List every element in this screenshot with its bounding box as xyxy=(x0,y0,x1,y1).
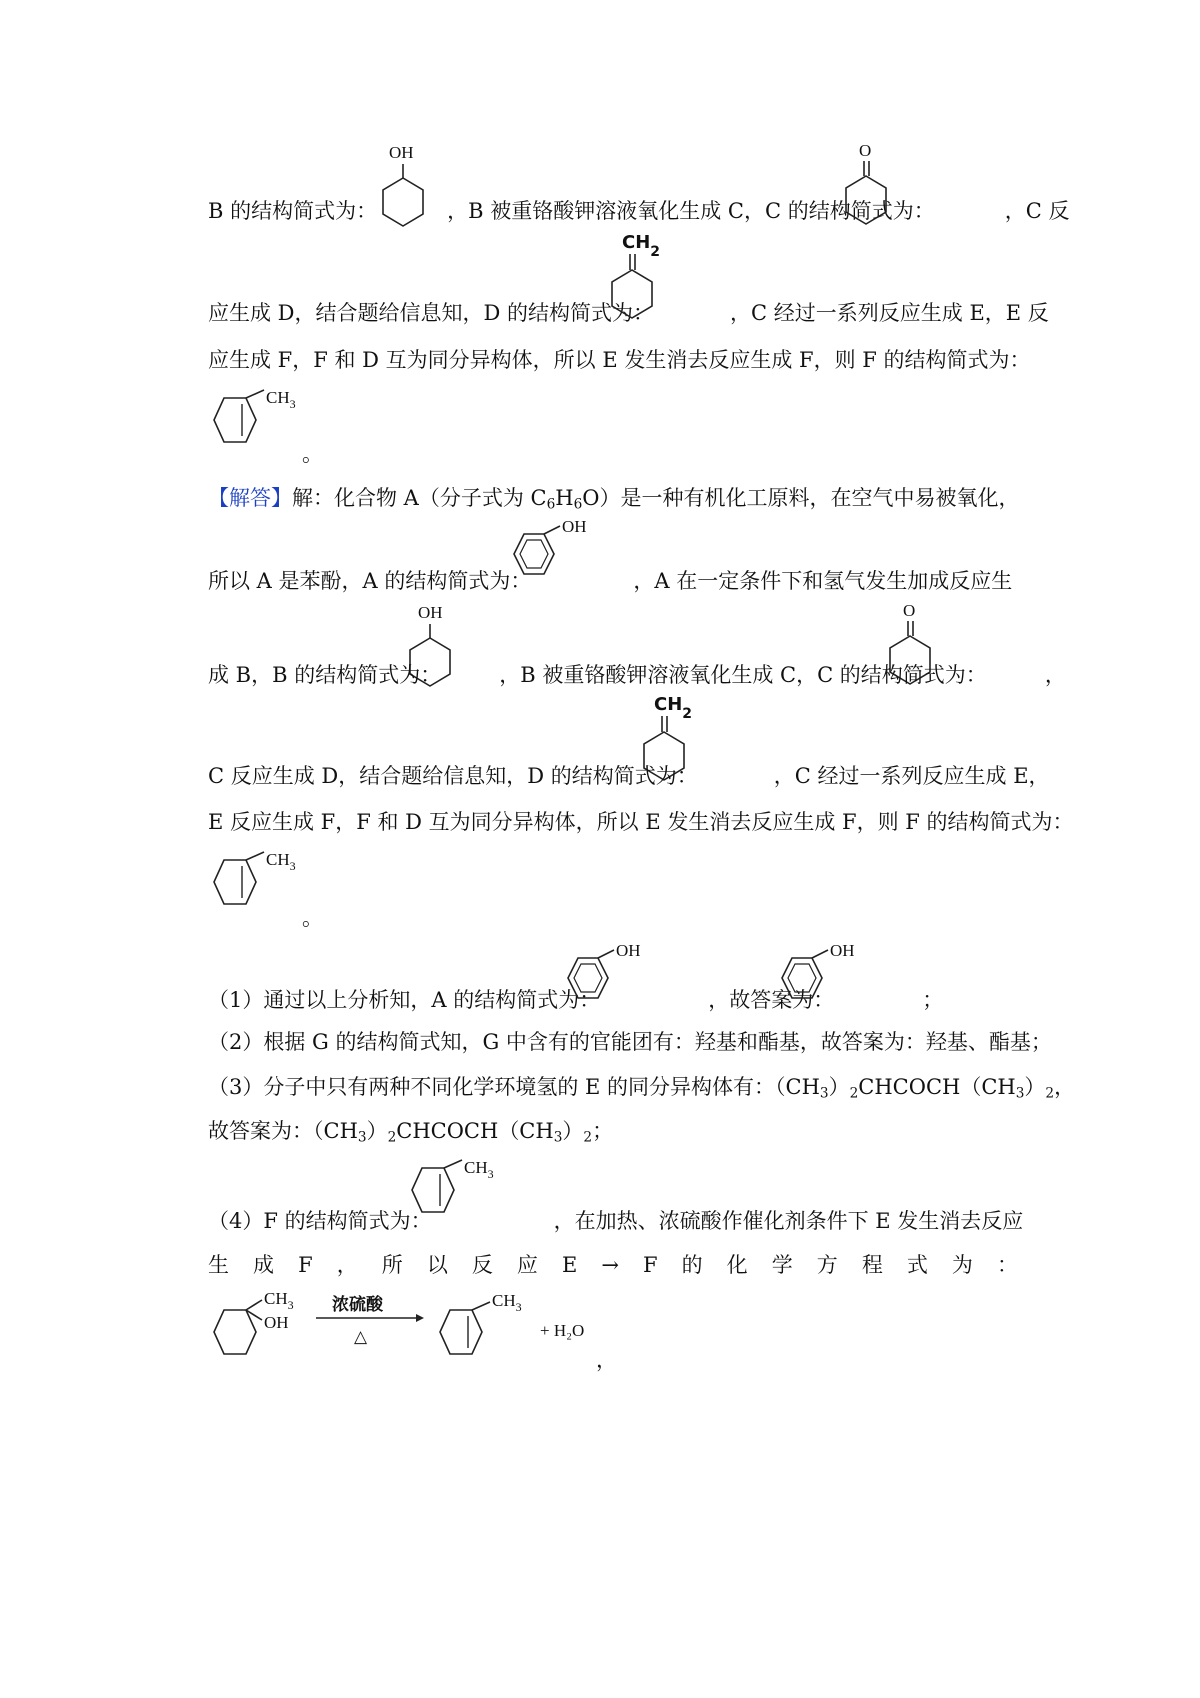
label-ch2: $CH_2$ xyxy=(622,232,661,260)
reagent-label: 浓硫酸 xyxy=(332,1295,383,1315)
label-oh: OH xyxy=(830,941,855,960)
label-ch3: $CH_3$ xyxy=(464,1158,494,1181)
question-4-line-2-char: ， xyxy=(336,1253,358,1277)
paragraph-1-line-2: 应生成 D，结合题给信息知，D 的结构简式为： ，C 经过一系列反应生成 E，E 反 xyxy=(208,301,1049,325)
structure-phenol-q1-a xyxy=(550,940,660,1015)
question-4-line-1: （4）F 的结构简式为： ，在加热、浓硫酸作催化剂条件下 E 发生消去反应 xyxy=(208,1209,1024,1233)
question-4-line-2-char: 生 xyxy=(208,1253,229,1277)
label-oh: OH xyxy=(264,1313,289,1332)
answer-line-1: 【解答】解：化合物 A（分子式为 $C_6H_6O$）是一种有机化工原料，在空气中易被氧化， xyxy=(208,486,1020,513)
question-4-line-2-char: F xyxy=(298,1253,313,1277)
reaction-equation xyxy=(194,1282,624,1374)
label-ch3: $CH_3$ xyxy=(264,1289,294,1312)
question-4-line-2-char: 方 xyxy=(816,1253,838,1277)
label-ch3: $CH_3$ xyxy=(492,1291,522,1314)
answer-line-5: E 反应生成 F，F 和 D 互为同分异构体，所以 E 发生消去反应生成 F，则 F 的结构简式为： xyxy=(208,810,1074,834)
label-oh: OH xyxy=(616,941,641,960)
plus-water: + H₂O xyxy=(540,1321,585,1340)
label-o: O xyxy=(903,601,916,620)
question-4-line-2-char: 为 xyxy=(951,1253,973,1277)
question-4-line-2-char: 应 xyxy=(516,1253,538,1277)
paragraph-1-line-3: 应生成 F，F 和 D 互为同分异构体，所以 E 发生消去反应生成 F，则 F 的结构简式为： xyxy=(208,348,1031,372)
answer-line-4: C 反应生成 D，结合题给信息知，D 的结构简式为： ，C 经过一系列反应生成 E， xyxy=(208,764,1050,788)
structure-cyclohexanol-b xyxy=(375,140,435,235)
question-2: （2）根据 G 的结构简式知，G 中含有的官能团有：羟基和酯基，故答案为：羟基、酯基； xyxy=(208,1030,1052,1054)
label-oh: OH xyxy=(389,143,414,162)
paragraph-1-end: 。 xyxy=(302,442,323,466)
heat-symbol: △ xyxy=(354,1327,368,1346)
question-4-line-2-char: 以 xyxy=(426,1253,448,1277)
question-4-line-2-char: 化 xyxy=(726,1253,748,1277)
question-3-line-2: 故答案为：$(CH_3)_2CHCOCH(CH_3)_2$； xyxy=(208,1119,614,1146)
answer-line-3: 成 B，B 的结构简式为： ，B 被重铬酸钾溶液氧化生成 C，C 的结构简式为： ， xyxy=(208,663,1066,687)
answer-end: 。 xyxy=(302,906,323,930)
question-4-line-2-char: 程 xyxy=(861,1253,883,1277)
question-4-line-2-char: 学 xyxy=(771,1253,793,1277)
structure-methylenecyclohexane-d xyxy=(606,230,676,330)
label-oh: OH xyxy=(418,603,443,622)
label-ch3: $CH_3$ xyxy=(266,850,296,873)
structure-phenol-q1-b xyxy=(764,940,874,1015)
reactant-ring xyxy=(214,1310,256,1354)
question-4-line-2 xyxy=(208,1251,1018,1279)
question-4-line-2-char: 成 xyxy=(253,1253,275,1277)
structure-methylcyclohexene-f xyxy=(194,388,314,458)
label-o: O xyxy=(859,141,872,160)
question-4-line-2-char: E xyxy=(561,1253,578,1277)
label-ch3: $CH_3$ xyxy=(266,388,296,411)
paragraph-1-line-1: B 的结构简式为： ，B 被重铬酸钾溶液氧化生成 C，C 的结构简式为： ，C 反 xyxy=(208,199,1070,223)
question-1: （1）通过以上分析知，A 的结构简式为： ，故答案为： ； xyxy=(208,988,944,1012)
question-4-line-2-char: 的 xyxy=(681,1253,703,1277)
question-3-line-1: （3）分子中只有两种不同化学环境氢的 E 的同分异构体有：$(CH_3)_2CHCOCH(CH_3)_2$， xyxy=(208,1075,1076,1102)
question-4-line-2-char: ： xyxy=(996,1253,1018,1277)
question-4-line-2-char: 反 xyxy=(471,1253,493,1277)
answer-line-2: 所以 A 是苯酚，A 的结构简式为： ，A 在一定条件下和氢气发生加成反应生 xyxy=(208,569,1013,593)
reaction-end: ， xyxy=(596,1348,617,1372)
question-4-line-2-char: 所 xyxy=(381,1253,403,1277)
question-4-line-2-char: → xyxy=(601,1253,619,1277)
structure-methylcyclohexene-f-answer xyxy=(194,848,314,918)
structure-cyclohexanone-c xyxy=(838,138,898,233)
label-oh: OH xyxy=(562,517,587,536)
question-4-line-2-char: 式 xyxy=(906,1253,928,1277)
answer-tag: 【解答】 xyxy=(208,486,292,510)
question-4-line-2-char: F xyxy=(643,1253,658,1277)
product-ring xyxy=(440,1310,482,1354)
label-ch2: $CH_2$ xyxy=(654,694,693,722)
